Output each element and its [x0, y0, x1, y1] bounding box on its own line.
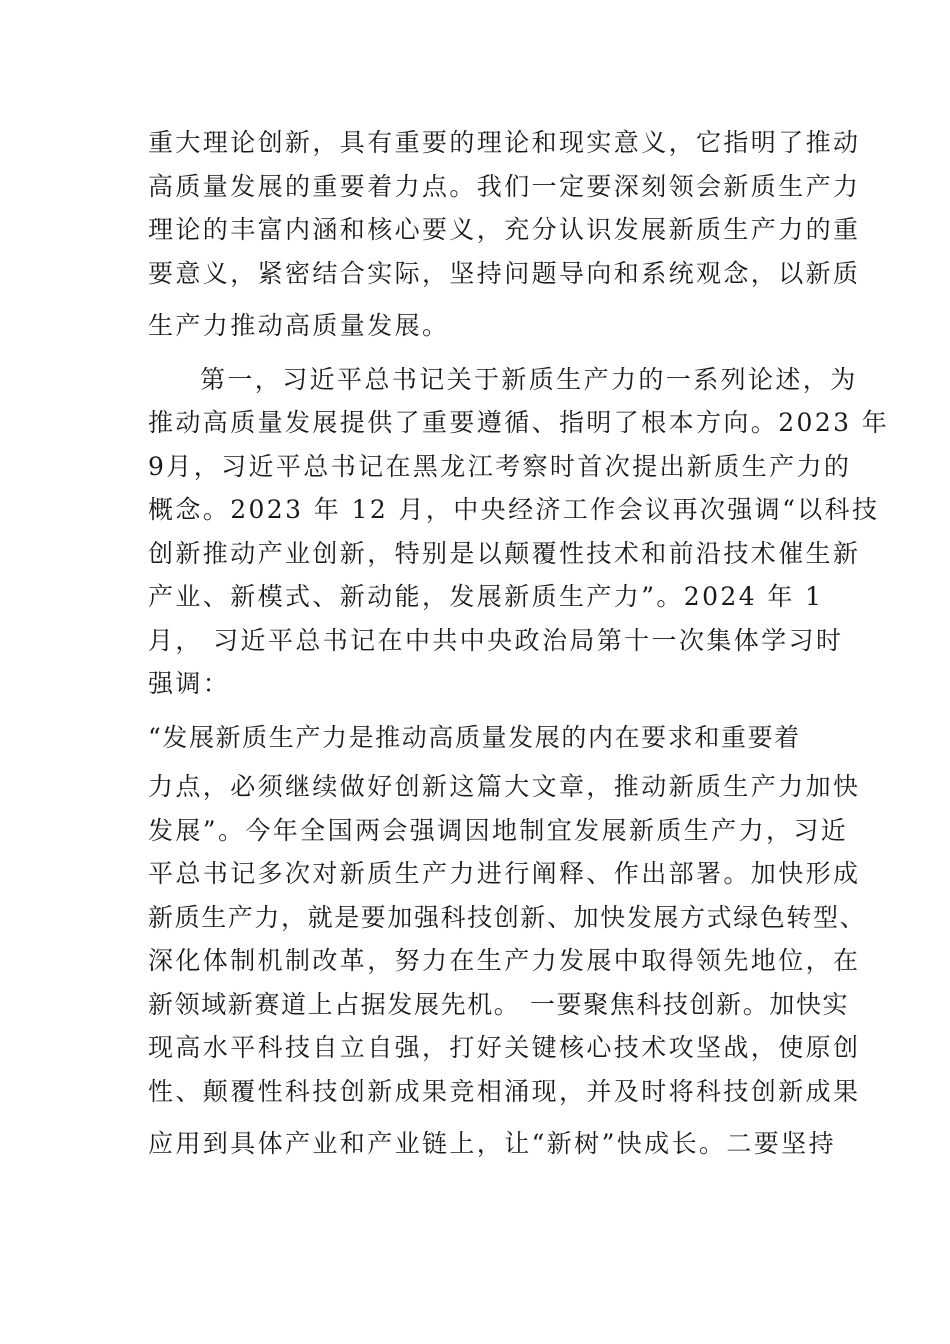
- quote-line: “发展新质生产力是推动高质量发展的内在要求和重要着: [148, 723, 801, 752]
- text-line: 生产力推动高质量发展。: [148, 311, 450, 340]
- text-line: 新质生产力，就是要加强科技创新、加快发展方式绿色转型、: [148, 903, 867, 932]
- text-line: 深化体制机制改革，努力在生产力发展中取得领先地位，在: [148, 946, 861, 975]
- text-line: 创新推动产业创新，特别是以颠覆性技术和前沿技术催生新: [148, 539, 861, 568]
- text-line: 力点，必须继续做好创新这篇大文章，推动新质生产力加快: [148, 772, 861, 801]
- text-line: 概念。2023 年 12 月，中央经济工作会议再次强调“以科技: [148, 495, 880, 524]
- text-line: 推动高质量发展提供了重要遵循、指明了根本方向。2023 年: [148, 408, 890, 437]
- text-line: 现高水平科技自立自强，打好关键核心技术攻坚战，使原创: [148, 1033, 861, 1062]
- text-line: 性、颠覆性科技创新成果竞相涌现，并及时将科技创新成果: [148, 1077, 861, 1106]
- text-line: 理论的丰富内涵和核心要义，充分认识发展新质生产力的重: [148, 215, 861, 244]
- text-line: 平总书记多次对新质生产力进行阐释、作出部署。加快形成: [148, 859, 861, 888]
- text-line: 高质量发展的重要着力点。我们一定要深刻领会新质生产力: [148, 172, 861, 201]
- text-line: 产业、新模式、新动能，发展新质生产力”。2024 年 1: [148, 582, 824, 611]
- text-line: 要意义，紧密结合实际，坚持问题导向和系统观念，以新质: [148, 259, 861, 288]
- text-line: 月， 习近平总书记在中共中央政治局第十一次集体学习时: [148, 626, 844, 655]
- text-line: 新领域新赛道上占据发展先机。 一要聚焦科技创新。加快实: [148, 990, 850, 1019]
- text-line: 重大理论创新，具有重要的理论和现实意义，它指明了推动: [148, 128, 861, 157]
- text-line: 发展”。今年全国两会强调因地制宜发展新质生产力，习近: [148, 816, 849, 845]
- paragraph-first-line: 第一，习近平总书记关于新质生产力的一系列论述，为: [200, 365, 858, 394]
- text-line: 强调：: [148, 669, 231, 698]
- text-line: 9月，习近平总书记在黑龙江考察时首次提出新质生产力的: [148, 452, 852, 481]
- text-line: 应用到具体产业和产业链上，让“新树”快成长。二要坚持: [148, 1129, 836, 1158]
